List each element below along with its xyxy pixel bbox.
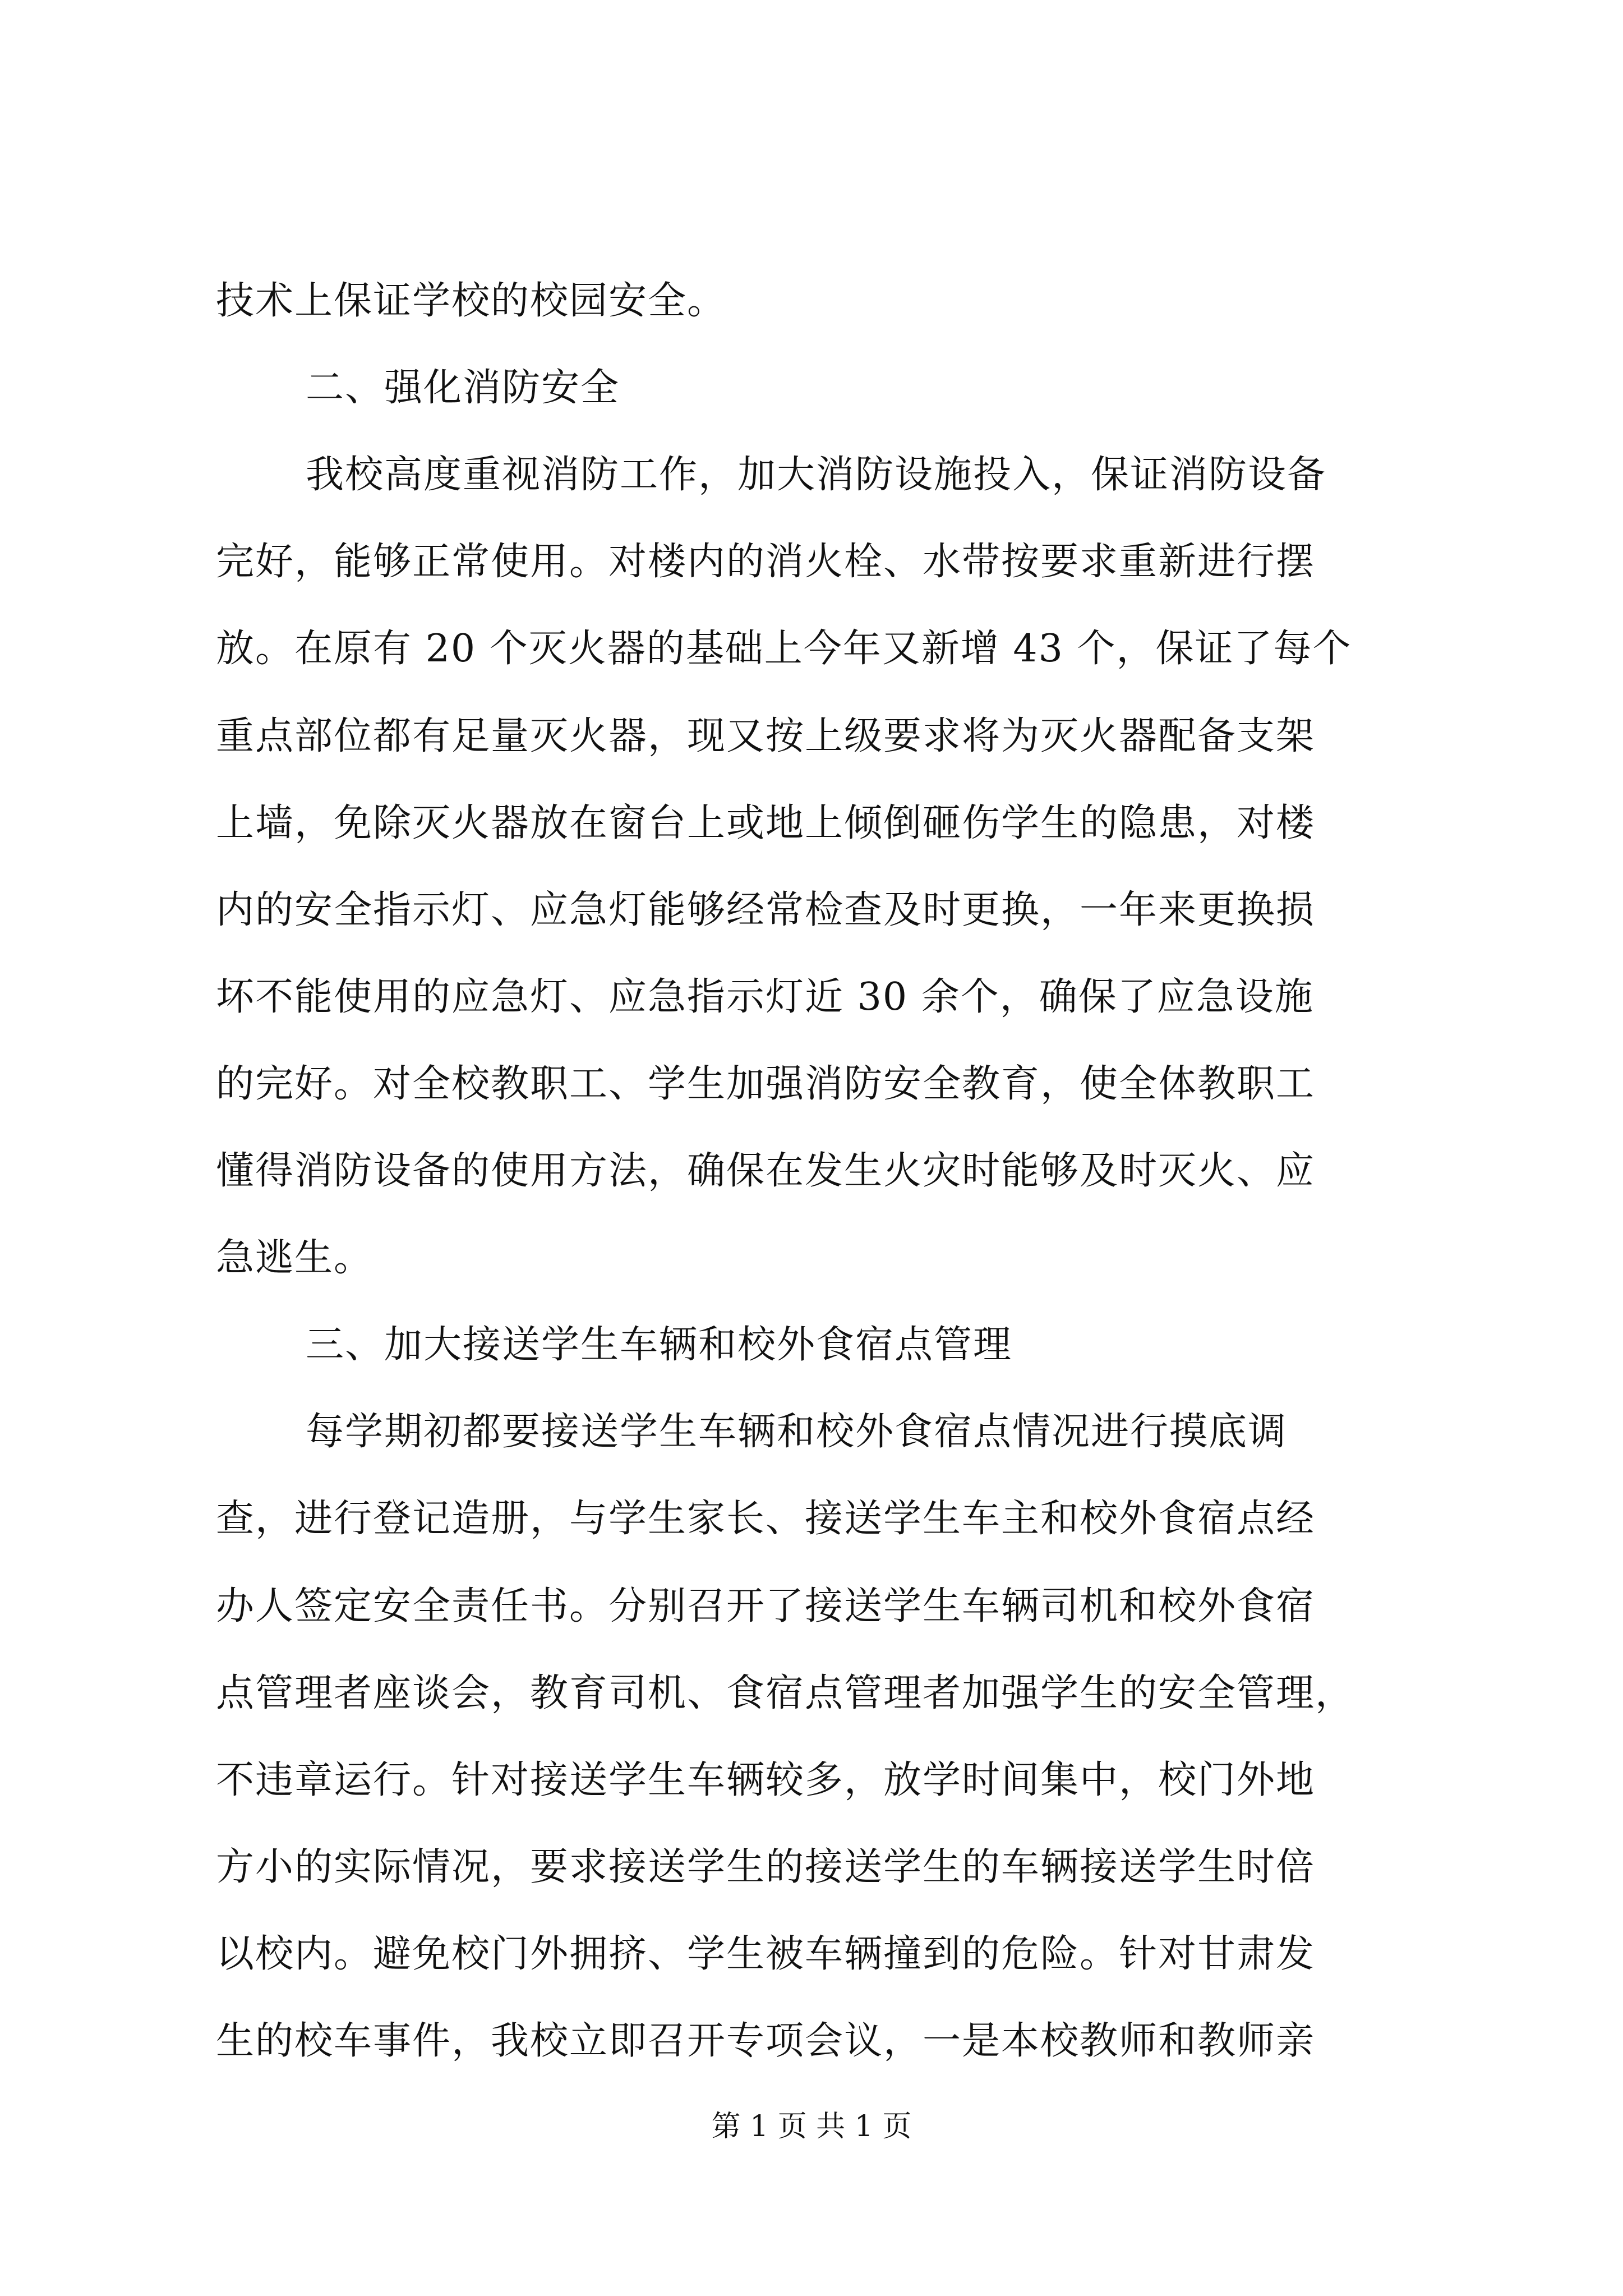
section-heading: 二、强化消防安全 bbox=[306, 366, 620, 410]
text-line: 生的校车事件，我校立即召开专项会议，一是本校教师和教师亲 bbox=[216, 2019, 1316, 2063]
text-line: 内的安全指示灯、应急灯能够经常检查及时更换，一年来更换损 bbox=[216, 888, 1316, 932]
text-line: 放。在原有 20 个灭火器的基础上今年又新增 43 个，保证了每个 bbox=[216, 627, 1352, 671]
text-line: 办人签定安全责任书。分别召开了接送学生车辆司机和校外食宿 bbox=[216, 1584, 1316, 1628]
text-line: 的完好。对全校教职工、学生加强消防安全教育，使全体教职工 bbox=[216, 1062, 1316, 1106]
text-line: 坏不能使用的应急灯、应急指示灯近 30 余个，确保了应急设施 bbox=[216, 975, 1314, 1019]
text-line: 点管理者座谈会，教育司机、食宿点管理者加强学生的安全管理， bbox=[216, 1671, 1355, 1715]
text-line: 技术上保证学校的校园安全。 bbox=[216, 279, 727, 323]
text-line: 重点部位都有足量灭火器，现又按上级要求将为灭火器配备支架 bbox=[216, 714, 1316, 758]
text-line: 懂得消防设备的使用方法，确保在发生火灾时能够及时灭火、应 bbox=[216, 1149, 1316, 1193]
section-heading: 三、加大接送学生车辆和校外食宿点管理 bbox=[306, 1323, 1013, 1367]
text-line: 方小的实际情况，要求接送学生的接送学生的车辆接送学生时倍 bbox=[216, 1845, 1316, 1889]
text-line: 不违章运行。针对接送学生车辆较多，放学时间集中，校门外地 bbox=[216, 1758, 1316, 1802]
text-line: 上墙，免除灭火器放在窗台上或地上倾倒砸伤学生的隐患，对楼 bbox=[216, 801, 1316, 845]
text-line: 急逃生。 bbox=[216, 1236, 374, 1280]
text-line: 完好，能够正常使用。对楼内的消火栓、水带按要求重新进行摆 bbox=[216, 540, 1316, 584]
text-line: 查，进行登记造册，与学生家长、接送学生车主和校外食宿点经 bbox=[216, 1497, 1316, 1541]
page-footer: 第 1 页 共 1 页 bbox=[711, 2110, 912, 2143]
text-line: 以校内。避免校门外拥挤、学生被车辆撞到的危险。针对甘肃发 bbox=[216, 1932, 1316, 1976]
text-line: 每学期初都要接送学生车辆和校外食宿点情况进行摸底调 bbox=[306, 1410, 1288, 1454]
text-line: 我校高度重视消防工作，加大消防设施投入，保证消防设备 bbox=[306, 453, 1327, 497]
